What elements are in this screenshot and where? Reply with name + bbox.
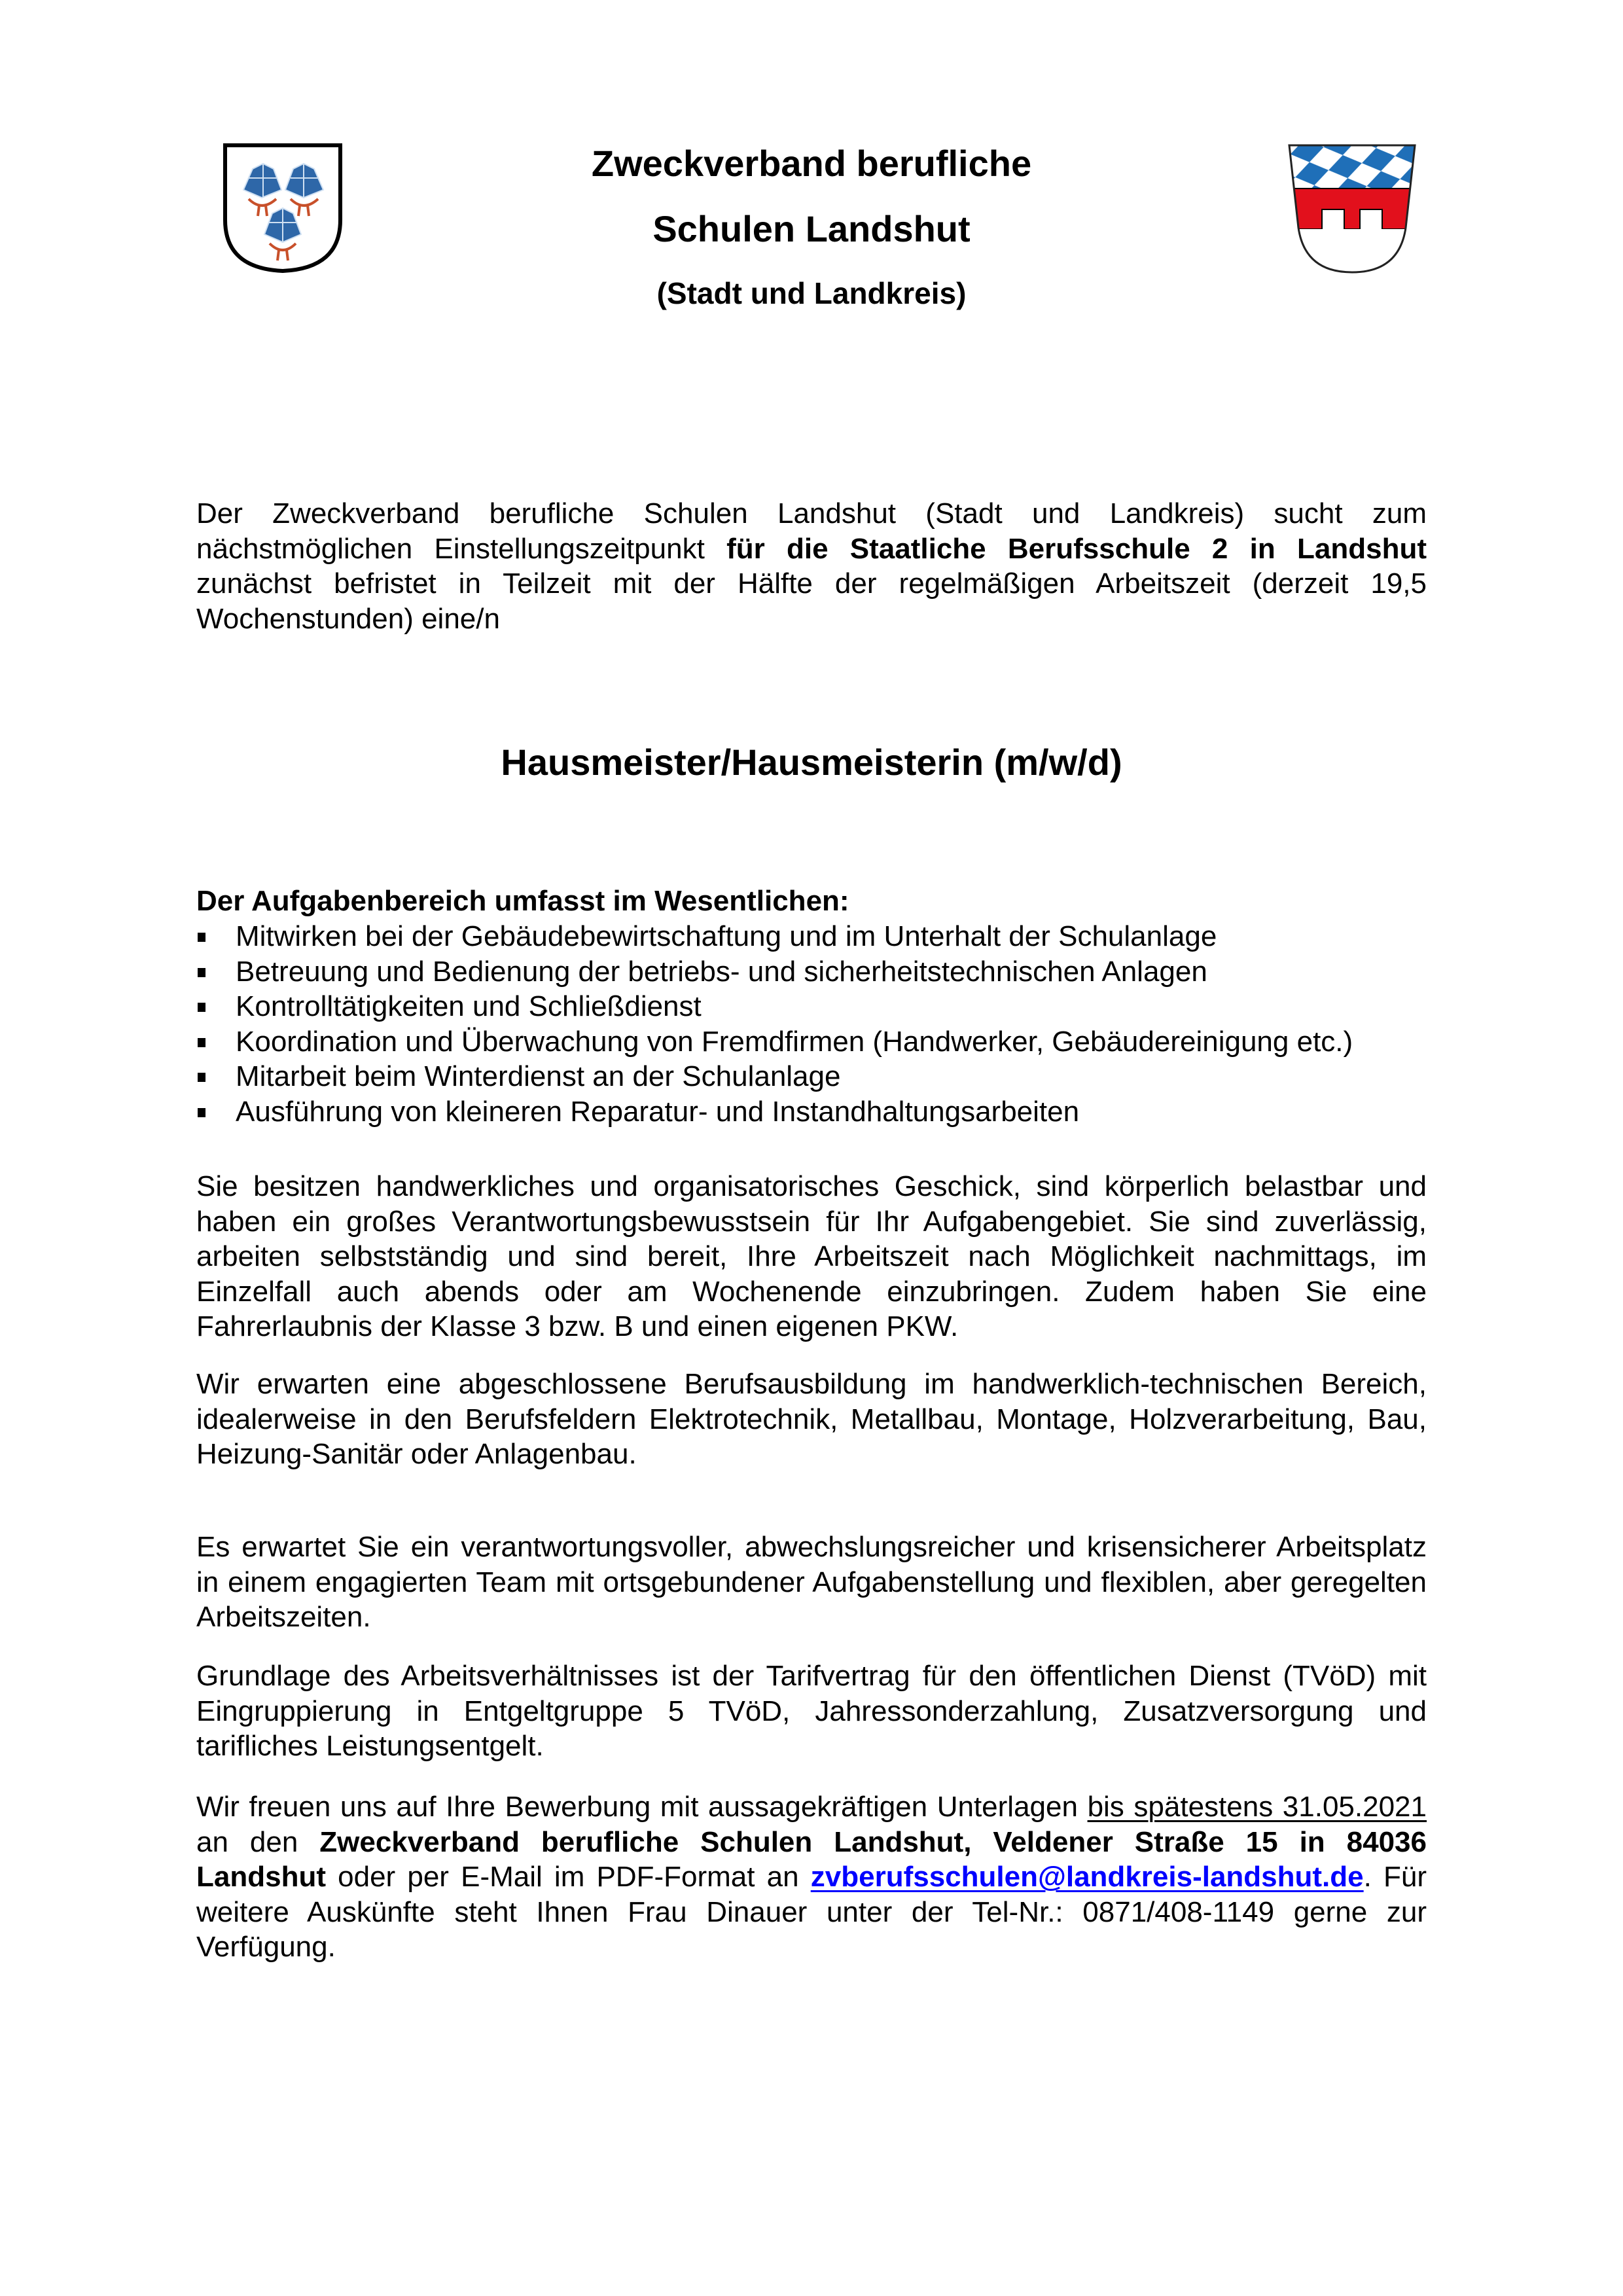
list-item (196, 989, 1427, 1024)
tasks-heading: Der Aufgabenbereich umfasst im Wesentlichen: (196, 885, 849, 917)
application-text-3: oder per E-Mail im PDF-Format an (325, 1861, 811, 1893)
application-text-2: an den (196, 1825, 320, 1858)
square-bullet-icon (198, 1003, 205, 1012)
job-title: Hausmeister/Hausmeisterin (m/w/d) (501, 742, 1122, 783)
organization-title-line-2: Schulen Landshut (652, 208, 971, 249)
task-text: Mitarbeit beim Winterdienst an der Schulanlage (236, 1060, 841, 1092)
email-link[interactable]: zvberufsschulen@landkreis-landshut.de (810, 1861, 1364, 1893)
square-bullet-icon (198, 1038, 205, 1047)
task-text: Betreuung und Bedienung der betriebs- und sicherheitstechnischen Anlagen (236, 955, 1207, 988)
requirements-paragraph: Wir erwarten eine abgeschlossene Berufsausbildung im handwerklich-technischen Bereich, idealerweise in den Berufsfeldern Elektrotechnik, Metallbau, Montage, Holzverarbeitung, Bau, Heizung-Sanitär oder Anlagenbau. (196, 1368, 1427, 1470)
organization-subtitle: (Stadt und Landkreis) (656, 276, 967, 310)
task-text: Koordination und Überwachung von Fremdfirmen (Handwerker, Gebäudereinigung etc.) (236, 1025, 1353, 1058)
list-item (196, 919, 1427, 954)
organization-title-line-1: Zweckverband berufliche (591, 143, 1032, 184)
list-item (196, 1024, 1427, 1060)
tasks-list (196, 919, 1427, 1129)
application-text-1: Wir freuen uns auf Ihre Bewerbung mit aussagekräftigen Unterlagen (196, 1791, 1088, 1823)
profile-paragraph: Sie besitzen handwerkliches und organisatorisches Geschick, sind körperlich belastbar und haben ein großes Verantwortungsbewusstsein für Ihr Aufgabengebiet. Sie sind zuverlässig, arbeiten selbstständig und sind bereit, Ihre Arbeitszeit nach Möglichkeit nachmittags, im Einzelfall auch abends oder am Wochenende einzubringen. Zudem haben Sie eine Fahrerlaubnis der Klasse 3 bzw. B und einen eigenen PKW. (196, 1170, 1427, 1342)
application-paragraph (196, 1789, 1427, 1965)
square-bullet-icon (198, 968, 205, 977)
intro-text-1: Der Zweckverband berufliche Schulen Landshut (Stadt und Landkreis) sucht zum nächstmöglichen Einstellungszeitpunkt (196, 497, 1427, 565)
list-item (196, 1094, 1427, 1130)
application-address: Zweckverband berufliche Schulen Landshut, Veldener Straße 15 in 84036 Landshut (196, 1825, 1427, 1893)
city-coat-of-arms-icon (223, 143, 343, 274)
task-text: Ausführung von kleineren Reparatur- und Instandhaltungsarbeiten (236, 1095, 1080, 1128)
offer-paragraph: Es erwartet Sie ein verantwortungsvoller, abwechslungsreicher und krisensicherer Arbeitsplatz in einem engagierten Team mit ortsgebundener Aufgabenstellung und flexiblen, aber geregelten Arbeitszeiten. (196, 1531, 1427, 1633)
intro-text-2: zunächst befristet in Teilzeit mit der Hälfte der regelmäßigen Arbeitszeit (derzeit 19,5 Wochenstunden) eine/n (196, 567, 1427, 635)
task-text: Mitwirken bei der Gebäudebewirtschaftung und im Unterhalt der Schulanlage (236, 920, 1217, 952)
square-bullet-icon (198, 933, 205, 942)
task-text: Kontrolltätigkeiten und Schließdienst (236, 990, 702, 1022)
application-deadline: bis spätestens 31.05.2021 (1087, 1791, 1427, 1823)
square-bullet-icon (198, 1073, 205, 1082)
tariff-paragraph: Grundlage des Arbeitsverhältnisses ist der Tarifvertrag für den öffentlichen Dienst (TVöD) mit Eingruppierung in Entgeltgruppe 5 TVöD, Jahressonderzahlung, Zusatzversorgung und tarifliches Leistungsentgelt. (196, 1660, 1427, 1762)
square-bullet-icon (198, 1108, 205, 1117)
intro-paragraph (196, 496, 1427, 636)
application-text-4: . Für weitere Auskünfte steht Ihnen Frau Dinauer unter der Tel-Nr.: 0871/408-1149 gerne zur Verfügung. (196, 1861, 1427, 1963)
list-item (196, 1059, 1427, 1094)
school-name-highlight: für die Staatliche Berufsschule 2 in Landshut (726, 532, 1427, 565)
list-item (196, 954, 1427, 990)
district-coat-of-arms-icon (1288, 143, 1416, 274)
